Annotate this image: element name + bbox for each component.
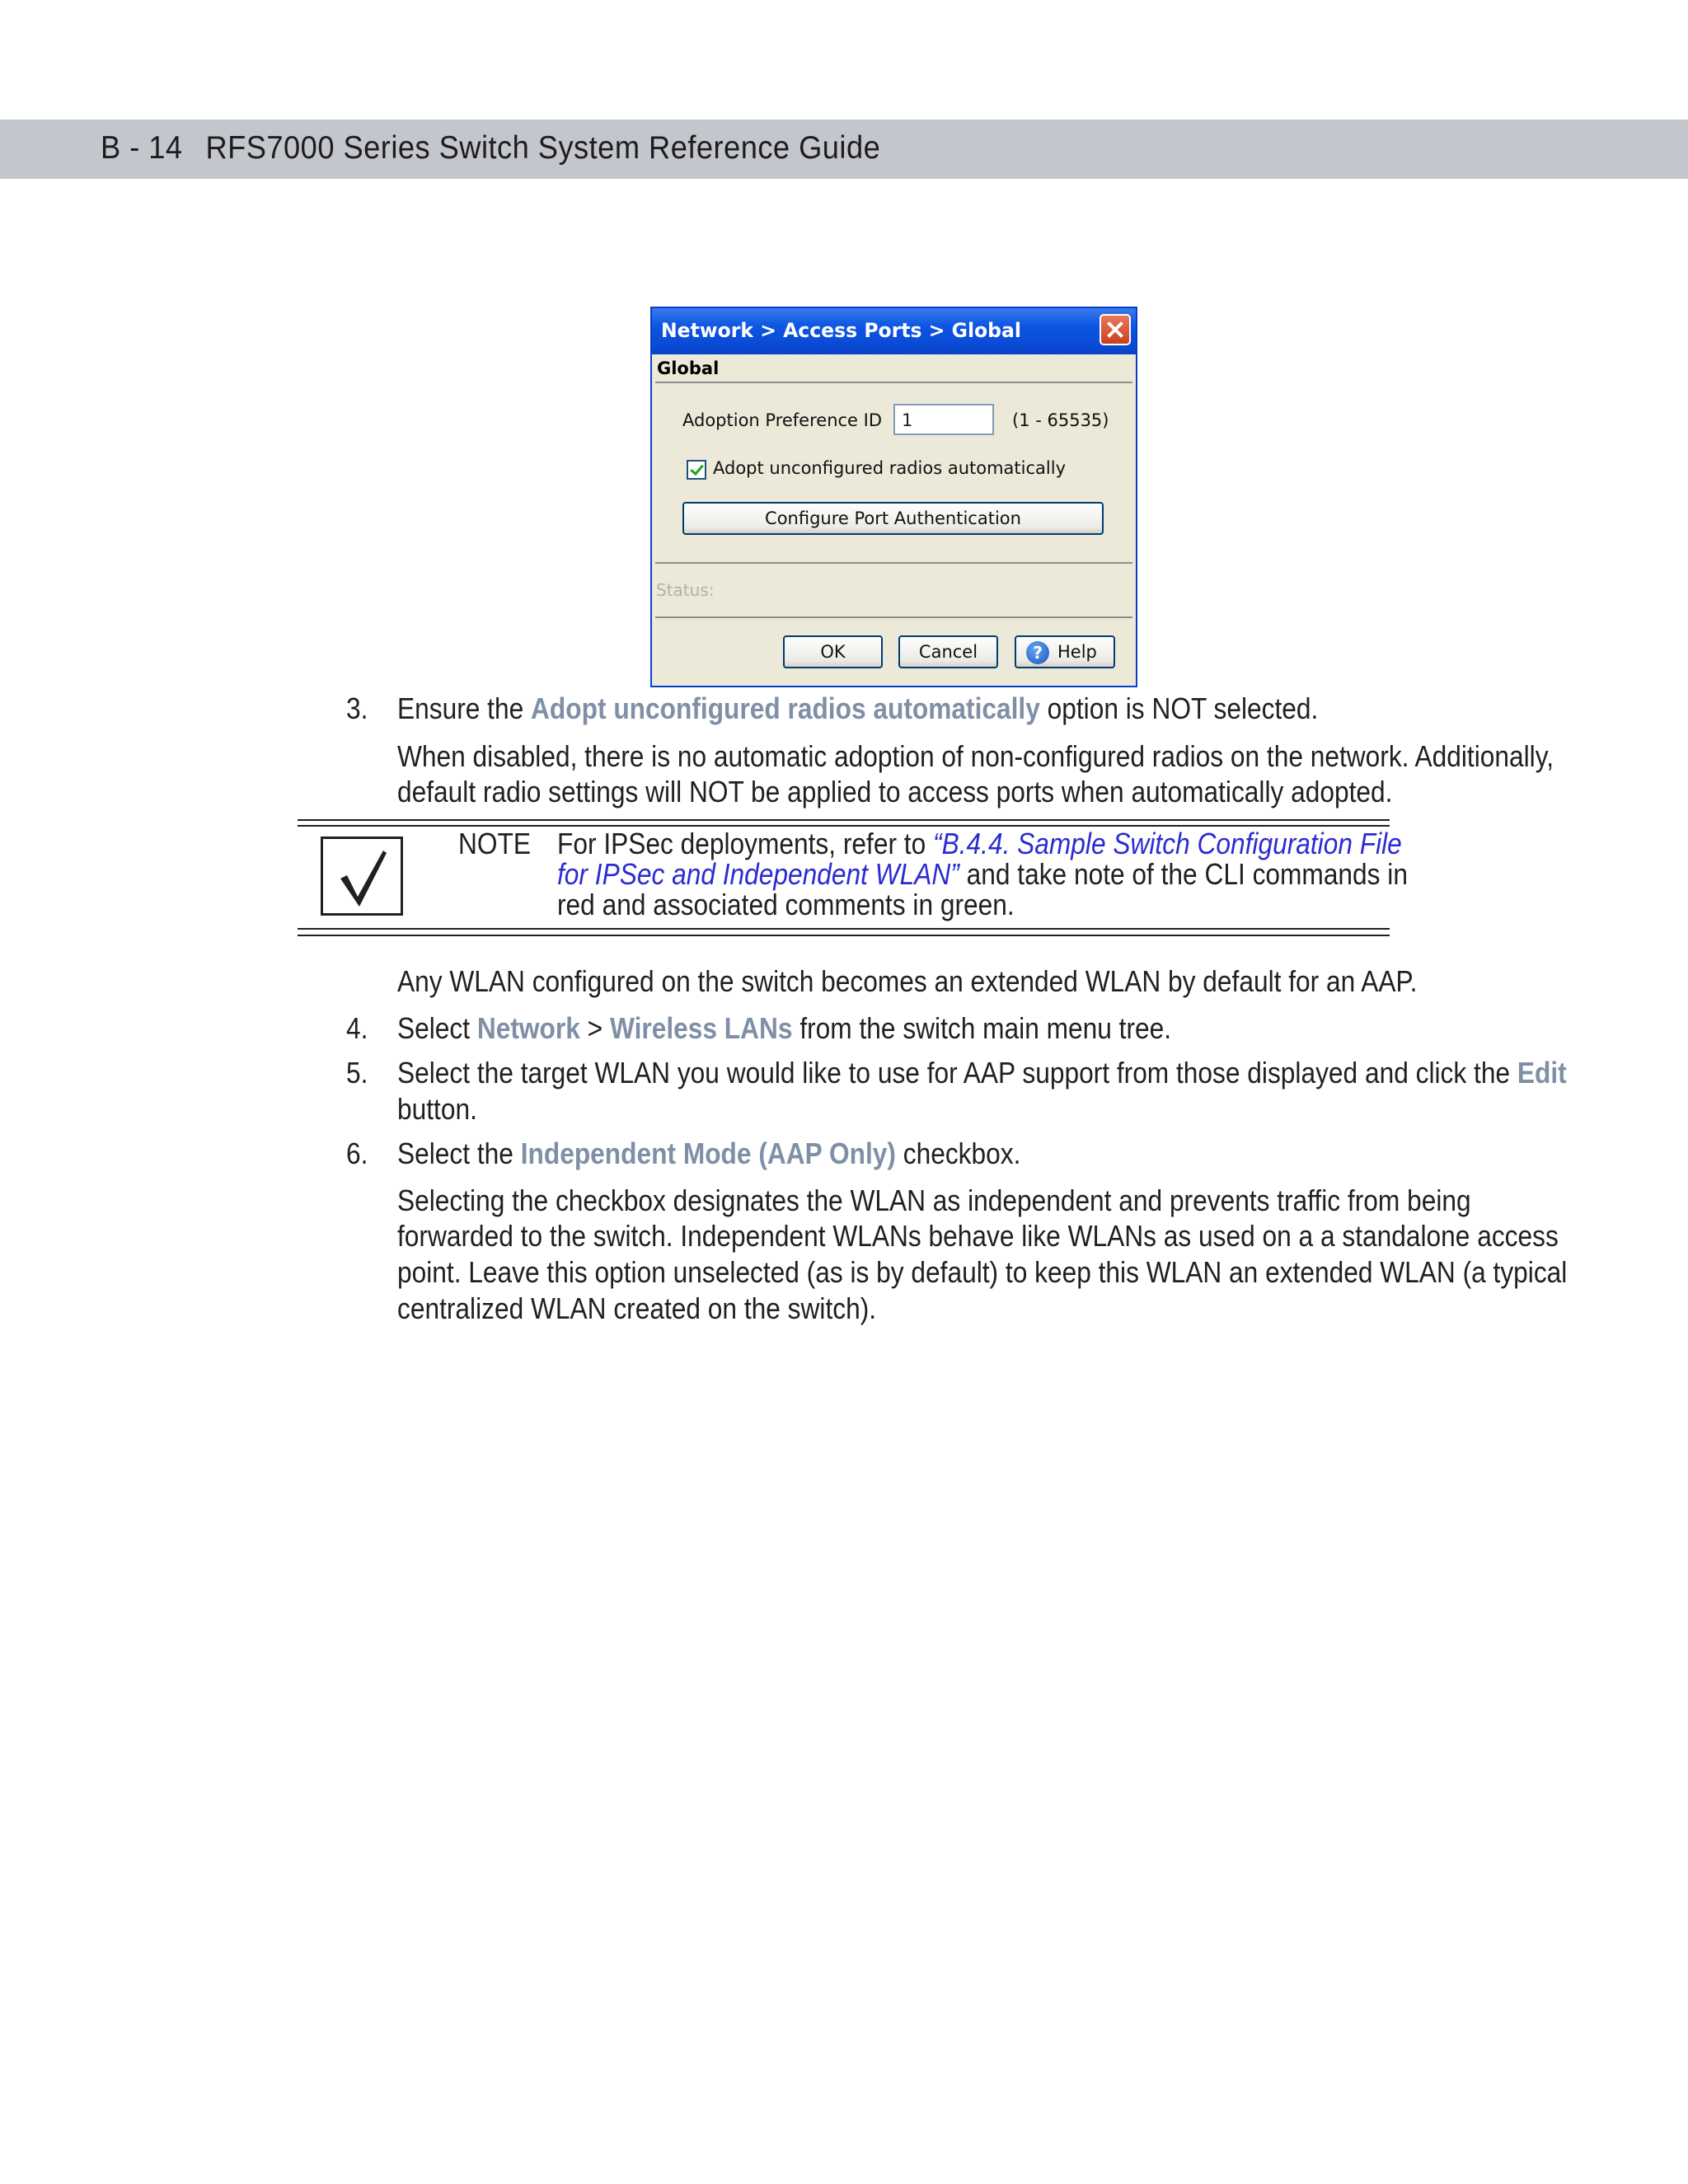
paragraph-line: When disabled, there is no automatic adoption of non-configured radios on the network. Additionally,	[397, 739, 1554, 773]
adoption-preference-label: Adoption Preference ID	[682, 410, 883, 430]
step-5-text: Select the target WLAN you would like to use for AAP support from those displayed and click the Edit	[397, 1056, 1567, 1090]
ui-term: Adopt unconfigured radios automatically	[531, 691, 1040, 725]
cross-reference-link[interactable]: “B.4.4. Sample Switch Configuration File	[933, 827, 1402, 860]
page-header	[101, 130, 880, 166]
adoption-range-label: (1 - 65535)	[1012, 410, 1109, 430]
paragraph-line: point. Leave this option unselected (as is by default) to keep this WLAN an extended WLAN (a typical	[397, 1255, 1568, 1289]
adopt-radios-checkbox[interactable]	[687, 460, 706, 480]
paragraph-line: button.	[397, 1092, 477, 1126]
paragraph-line: default radio settings will NOT be applied to access ports when automatically adopted.	[397, 775, 1393, 808]
step-6-text: Select the Independent Mode (AAP Only) checkbox.	[397, 1137, 1021, 1170]
group-title: Global	[657, 359, 720, 378]
help-button-label: Help	[1057, 642, 1097, 662]
cancel-button[interactable]: Cancel	[898, 635, 998, 668]
paragraph-line: forwarded to the switch. Independent WLANs behave like WLANs as used on a a standalone access	[397, 1219, 1559, 1253]
ui-term: Edit	[1517, 1056, 1567, 1090]
step-number: 4.	[346, 1011, 368, 1045]
adopt-radios-label: Adopt unconfigured radios automatically	[713, 458, 1066, 478]
dialog-titlebar	[652, 308, 1136, 354]
paragraph-line: Selecting the checkbox designates the WLAN as independent and prevents traffic from being	[397, 1183, 1471, 1217]
cross-reference-link[interactable]: for IPSec and Independent WLAN”	[557, 857, 959, 891]
configure-port-authentication-button[interactable]: Configure Port Authentication	[682, 502, 1104, 535]
note-line: for IPSec and Independent WLAN” and take note of the CLI commands in	[557, 857, 1408, 891]
step-number: 3.	[346, 691, 368, 725]
help-icon: ?	[1026, 641, 1049, 664]
access-ports-global-dialog	[650, 307, 1137, 687]
step-4-text: Select Network > Wireless LANs from the switch main menu tree.	[397, 1011, 1172, 1045]
guide-title: RFS7000 Series Switch System Reference Guide	[205, 130, 881, 166]
ui-term: Network	[476, 1011, 580, 1045]
step-3-text: Ensure the Adopt unconfigured radios automatically option is NOT selected.	[397, 691, 1319, 725]
status-label: Status:	[656, 580, 715, 600]
step-number: 5.	[346, 1056, 368, 1090]
divider	[655, 616, 1132, 618]
ui-term: Wireless LANs	[609, 1011, 793, 1045]
checkmark-icon	[335, 846, 390, 910]
note-box	[321, 837, 403, 916]
group-divider	[655, 382, 1132, 383]
ui-term: Independent Mode (AAP Only)	[520, 1137, 896, 1170]
dialog-title: Network > Access Ports > Global	[661, 319, 1021, 342]
note-rule-top	[298, 819, 1390, 821]
step-number: 6.	[346, 1137, 368, 1170]
adoption-preference-input[interactable]: 1	[893, 404, 994, 435]
ok-button[interactable]: OK	[783, 635, 883, 668]
close-icon[interactable]	[1100, 314, 1131, 345]
note-line: For IPSec deployments, refer to “B.4.4. Sample Switch Configuration File	[557, 827, 1402, 860]
paragraph-line: centralized WLAN created on the switch).	[397, 1291, 877, 1325]
note-label: NOTE	[458, 827, 532, 860]
note-rule-bottom	[298, 935, 1390, 936]
paragraph-line: Any WLAN configured on the switch becomes an extended WLAN by default for an AAP.	[397, 964, 1418, 998]
divider	[655, 562, 1132, 564]
page-number: B - 14	[101, 130, 183, 166]
help-button[interactable]	[1015, 635, 1115, 668]
note-rule-bottom	[298, 928, 1390, 930]
note-line: red and associated comments in green.	[557, 888, 1015, 921]
